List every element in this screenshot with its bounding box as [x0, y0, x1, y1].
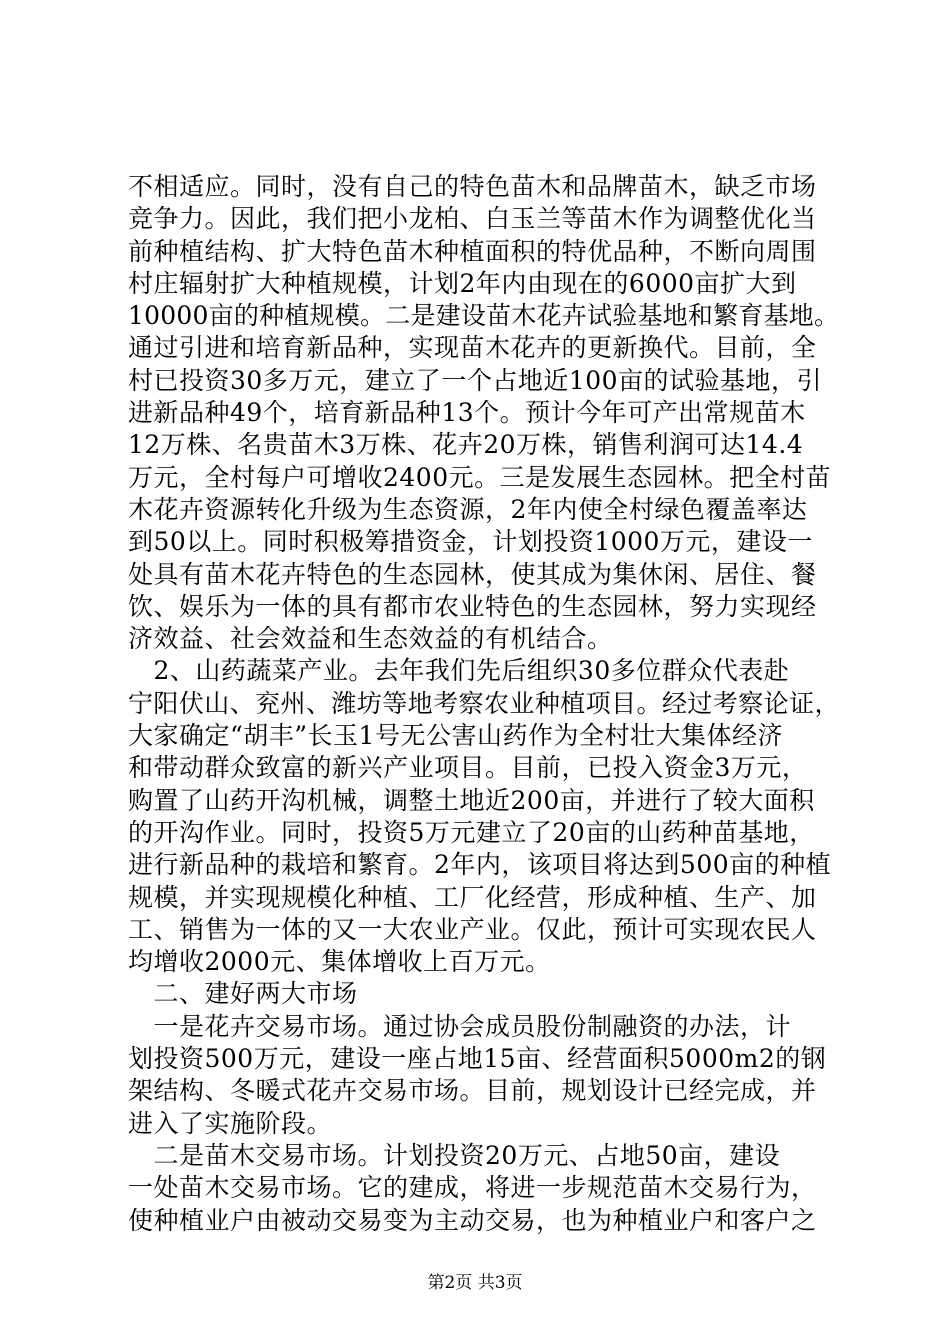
text-line: 济效益、社会效益和生态效益的有机结合。 [128, 624, 613, 654]
text-line: 2、山药蔬菜产业。去年我们先后组织30多位群众代表赴 [128, 656, 790, 686]
text-line: 进新品种49个，培育新品种13个。预计今年可产出常规苗木 [128, 398, 806, 428]
text-line: 不相适应。同时，没有自己的特色苗木和品牌苗木，缺乏市场 [128, 172, 817, 201]
text-line: 10000亩的种植规模。二是建设苗木花卉试验基地和繁育基地。 [128, 301, 840, 331]
text-line: 架结构、冬暖式花卉交易市场。目前，规划设计已经完成，并 [128, 1076, 817, 1106]
text-line: 二是苗木交易市场。计划投资20万元、占地50亩，建设 [128, 1140, 781, 1170]
text-line: 和带动群众致富的新兴产业项目。目前，已投入资金3万元， [128, 753, 808, 783]
text-line: 一是花卉交易市场。通过协会成员股份制融资的办法，计 [128, 1011, 792, 1041]
text-line: 处具有苗木花卉特色的生态园林，使其成为集休闲、居住、餐 [128, 559, 817, 589]
text-line: 万元，全村每户可增收2400元。三是发展生态园林。把全村苗 [128, 462, 832, 492]
text-line: 使种植业户由被动交易变为主动交易，也为种植业户和客户之 [128, 1205, 817, 1235]
text-line: 前种植结构、扩大特色苗木种植面积的特优品种，不断向周围 [128, 236, 817, 266]
text-line: 一处苗木交易市场。它的建成，将进一步规范苗木交易行为， [128, 1173, 817, 1203]
text-line: 进行新品种的栽培和繁育。2年内，该项目将达到500亩的种植 [128, 850, 832, 880]
text-line: 二、建好两大市场 [128, 979, 358, 1009]
text-line: 大家确定“胡丰”长玉1号无公害山药作为全村壮大集体经济 [128, 721, 783, 751]
text-line: 规模，并实现规模化种植、工厂化经营，形成种植、生产、加 [128, 882, 817, 912]
text-line: 进入了实施阶段。 [128, 1108, 333, 1138]
text-line: 12万株、名贵苗木3万株、花卉20万株，销售利润可达14.4 [128, 430, 804, 460]
text-line: 的开沟作业。同时，投资5万元建立了20亩的山药种苗基地， [128, 817, 815, 847]
text-line: 饮、娱乐为一体的具有都市农业特色的生态园林，努力实现经 [128, 591, 817, 621]
text-line: 村庄辐射扩大种植规模，计划2年内由现在的6000亩扩大到 [128, 268, 797, 298]
text-line: 竞争力。因此，我们把小龙柏、白玉兰等苗木作为调整优化当 [128, 204, 817, 234]
text-line: 通过引进和培育新品种，实现苗木花卉的更新换代。目前，全 [128, 333, 817, 363]
text-line: 购置了山药开沟机械，调整土地近200亩，并进行了较大面积 [128, 785, 815, 815]
text-line: 到50以上。同时积极筹措资金，计划投资1000万元，建设一 [128, 527, 813, 557]
text-line: 工、销售为一体的又一大农业产业。仅此，预计可实现农民人 [128, 914, 817, 944]
text-line: 村已投资30多万元，建立了一个占地近100亩的试验基地，引 [128, 365, 823, 395]
text-line: 木花卉资源转化升级为生态资源，2年内使全村绿色覆盖率达 [128, 494, 808, 524]
text-line: 宁阳伏山、兖州、潍坊等地考察农业种植项目。经过考察论证， [128, 688, 840, 718]
page-footer: 第2页 共3页 [427, 1273, 523, 1293]
body-text [128, 171, 838, 1237]
text-line: 划投资500万元，建设一座占地15亩、经营面积5000m2的钢 [128, 1044, 827, 1074]
text-line: 均增收2000元、集体增收上百万元。 [128, 947, 551, 977]
